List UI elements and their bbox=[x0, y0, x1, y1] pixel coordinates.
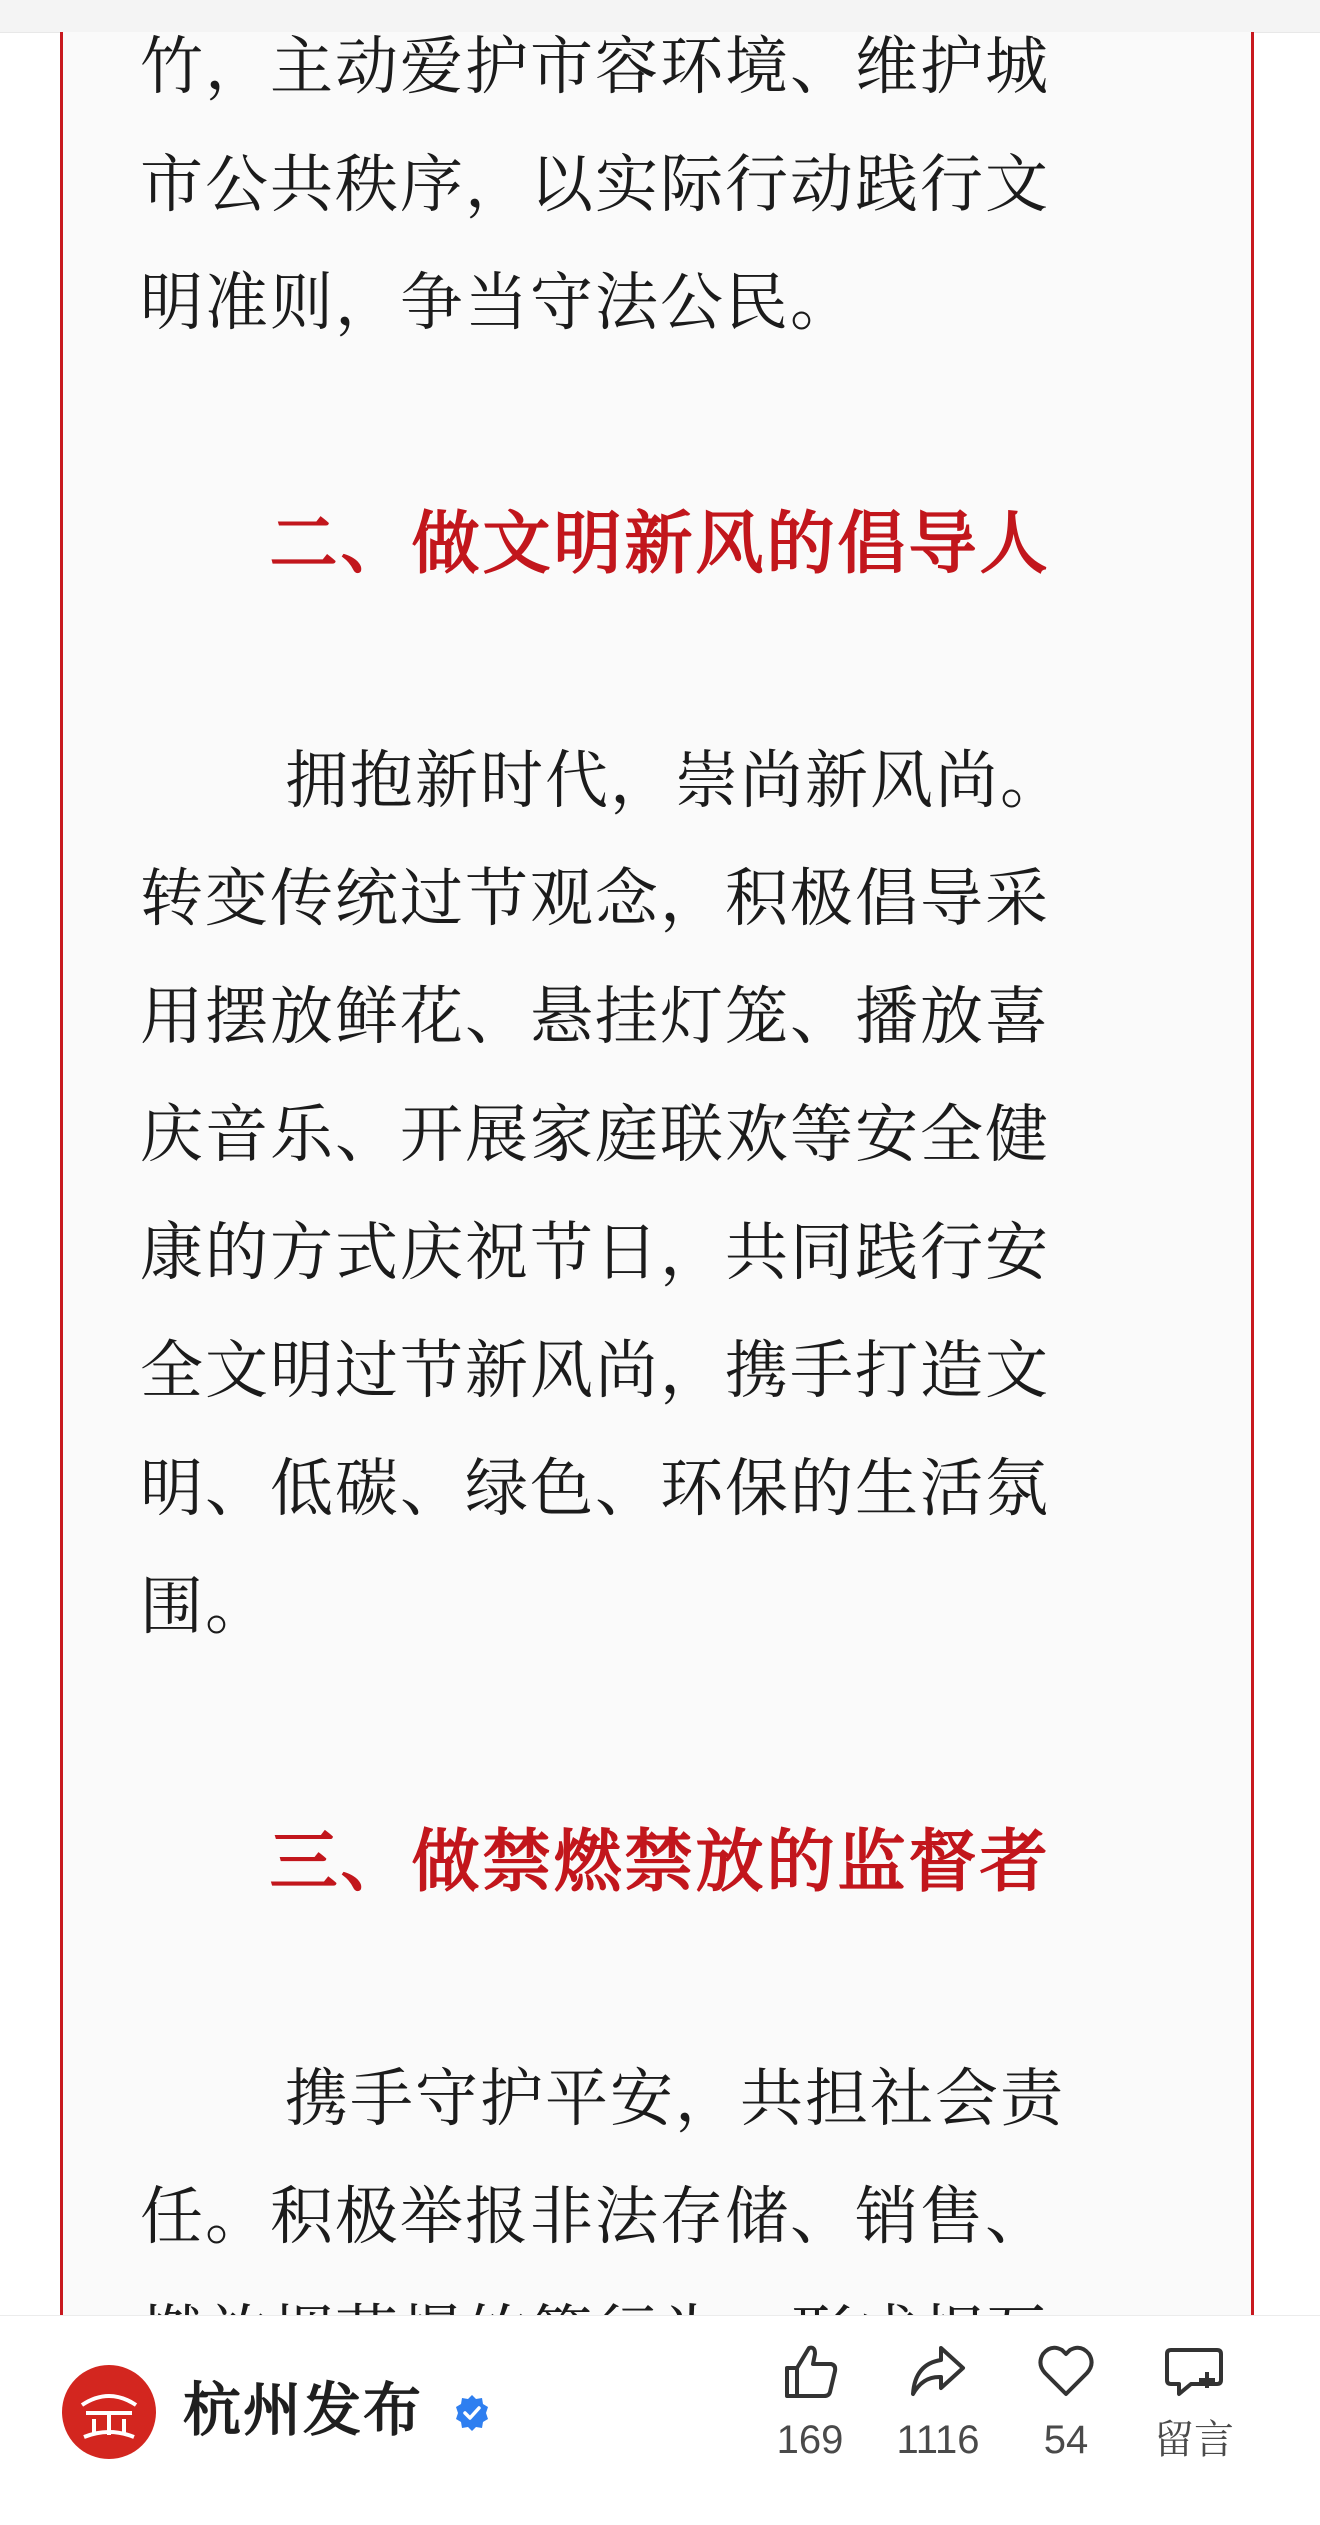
favorite-count: 54 bbox=[1043, 2418, 1089, 2462]
section-heading-3: 三、做禁燃禁放的监督者 bbox=[269, 1823, 1051, 1902]
paragraph-line: 康的方式庆祝节日，共同践行安 bbox=[140, 1216, 1050, 1289]
paragraph-line: 拥抱新时代，崇尚新风尚。 bbox=[285, 744, 1065, 817]
share-button[interactable] bbox=[878, 2340, 998, 2500]
paragraph-line: 全文明过节新风尚，携手打造文 bbox=[140, 1334, 1050, 1407]
like-button[interactable] bbox=[750, 2340, 870, 2500]
paragraph-line: 围。 bbox=[140, 1570, 270, 1643]
thumbs-up-icon bbox=[779, 2340, 841, 2402]
heart-icon bbox=[1035, 2340, 1097, 2402]
paragraph-line: 用摆放鲜花、悬挂灯笼、播放喜 bbox=[140, 980, 1050, 1053]
comment-button[interactable] bbox=[1134, 2340, 1254, 2500]
favorite-button[interactable] bbox=[1006, 2340, 1126, 2500]
paragraph-line: 转变传统过节观念，积极倡导采 bbox=[140, 862, 1050, 935]
article-paragraph-1 bbox=[140, 8, 1180, 362]
paragraph-line: 明准则，争当守法公民。 bbox=[140, 266, 855, 339]
paragraph-line: 市公共秩序，以实际行动践行文 bbox=[140, 148, 1050, 221]
account-name[interactable]: 杭州发布 bbox=[183, 2376, 424, 2444]
paragraph-line: 庆音乐、开展家庭联欢等安全健 bbox=[140, 1098, 1050, 1171]
share-count: 1116 bbox=[896, 2418, 980, 2462]
bottom-action-bar bbox=[0, 2315, 1320, 2525]
hangzhou-logo-icon[interactable] bbox=[62, 2365, 156, 2459]
comment-label: 留言 bbox=[1154, 2418, 1234, 2462]
paragraph-line: 明、低碳、绿色、环保的生活氛 bbox=[140, 1452, 1050, 1525]
verified-badge-icon bbox=[452, 2393, 492, 2433]
section-heading-2: 二、做文明新风的倡导人 bbox=[269, 505, 1051, 584]
paragraph-line: 竹，主动爱护市容环境、维护城 bbox=[140, 30, 1050, 103]
paragraph-line: 任。积极举报非法存储、销售、 bbox=[140, 2180, 1050, 2253]
like-count: 169 bbox=[776, 2418, 844, 2462]
comment-add-icon bbox=[1163, 2340, 1225, 2402]
paragraph-line: 携手守护平安，共担社会责 bbox=[285, 2062, 1065, 2135]
share-arrow-icon bbox=[907, 2340, 969, 2402]
article-paragraph-2 bbox=[140, 722, 1180, 1666]
